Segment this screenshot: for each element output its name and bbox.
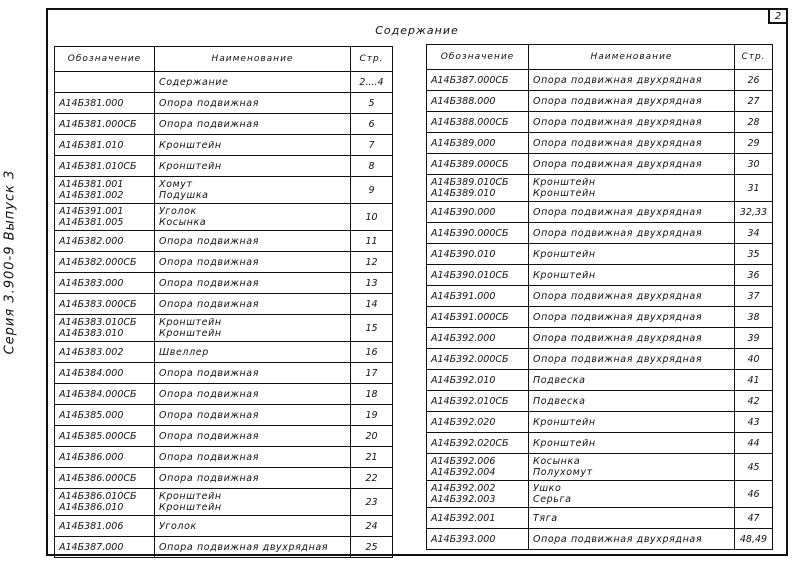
name-cell [155, 273, 351, 294]
table-row [427, 265, 773, 286]
table-row [55, 489, 393, 516]
page-cell: 30 [735, 154, 773, 175]
contents-right-body [427, 70, 773, 550]
designation-text: А14Б387.000СБ [431, 74, 509, 86]
name-cell [529, 175, 735, 202]
name-cell [155, 447, 351, 468]
designation-cell [427, 481, 529, 508]
table-row [55, 363, 393, 384]
designation-text: А14Б383.000 [59, 277, 124, 289]
designation-text: А14Б381.000СБ [59, 118, 137, 130]
name-text: Подушка [159, 190, 209, 201]
table-row [427, 328, 773, 349]
name-cell [529, 91, 735, 112]
page-cell: 37 [735, 286, 773, 307]
designation-text: А14Б381.006 [59, 520, 124, 532]
name-cell [155, 204, 351, 231]
designation-cell [55, 537, 155, 558]
name-text: Кронштейн [159, 317, 222, 328]
table-row [427, 454, 773, 481]
name-text: Кронштейн [533, 188, 596, 199]
page-cell: 18 [351, 384, 393, 405]
designation-cell [427, 91, 529, 112]
name-cell [155, 93, 351, 114]
name-cell [155, 72, 351, 93]
designation-cell [55, 363, 155, 384]
designation-cell [55, 231, 155, 252]
name-text: Косынка [533, 456, 581, 467]
name-cell [155, 405, 351, 426]
table-row [427, 481, 773, 508]
column-header-page: Стр. [735, 45, 773, 70]
page-cell: 31 [735, 175, 773, 202]
page-number: 2 [768, 10, 786, 24]
designation-text: А14Б389.000СБ [431, 158, 509, 170]
name-cell [155, 315, 351, 342]
designation-text: А14Б387.000 [59, 541, 124, 553]
designation-cell [55, 405, 155, 426]
designation-text: А14Б385.000СБ [59, 430, 137, 442]
name-cell [155, 231, 351, 252]
table-row [55, 177, 393, 204]
designation-text: А14Б393.000 [431, 533, 496, 545]
designation-text: А14Б386.000СБ [59, 472, 137, 484]
name-cell [529, 112, 735, 133]
designation-text: А14Б382.000 [59, 235, 124, 247]
table-row [55, 447, 393, 468]
designation-text: А14Б381.010 [59, 139, 124, 151]
designation-text: А14Б384.000 [59, 367, 124, 379]
name-text: Кронштейн [159, 502, 222, 513]
page-cell: 48,49 [735, 529, 773, 550]
page-cell: 34 [735, 223, 773, 244]
page-cell: 12 [351, 252, 393, 273]
page-cell: 42 [735, 391, 773, 412]
designation-text: А14Б391.000СБ [431, 311, 509, 323]
designation-text: А14Б392.001 [431, 512, 496, 524]
name-cell [529, 70, 735, 91]
series-label-text: Серия 3.900-9 Выпуск 3 [2, 169, 18, 355]
name-text: Полухомут [533, 467, 593, 478]
name-text: Опора подвижная двухрядная [533, 290, 703, 302]
table-row [427, 154, 773, 175]
name-cell [155, 177, 351, 204]
name-text: Косынка [159, 217, 207, 228]
designation-text: А14Б392.010СБ [431, 395, 509, 407]
designation-cell [55, 72, 155, 93]
name-cell [529, 244, 735, 265]
name-text: Кронштейн [159, 139, 222, 151]
table-row [427, 349, 773, 370]
page-cell: 41 [735, 370, 773, 391]
name-cell [529, 454, 735, 481]
designation-cell [427, 70, 529, 91]
designation-cell [427, 529, 529, 550]
designation-text: А14Б386.000 [59, 451, 124, 463]
name-text: Опора подвижная [159, 277, 260, 289]
designation-text: А14Б390.010 [431, 248, 496, 260]
column-header-name: Наименование [155, 47, 351, 72]
page-cell: 46 [735, 481, 773, 508]
designation-text: А14Б381.000 [59, 97, 124, 109]
table-row [427, 412, 773, 433]
name-cell [529, 202, 735, 223]
name-text: Опора подвижная двухрядная [533, 158, 703, 170]
designation-cell [427, 154, 529, 175]
table-row [55, 294, 393, 315]
name-text: Подвеска [533, 395, 586, 407]
page-cell: 15 [351, 315, 393, 342]
designation-text: А14Б390.000СБ [431, 227, 509, 239]
name-cell [155, 537, 351, 558]
name-text: Опора подвижная двухрядная [533, 533, 703, 545]
name-cell [155, 363, 351, 384]
page-cell: 19 [351, 405, 393, 426]
name-cell [529, 529, 735, 550]
designation-cell [55, 447, 155, 468]
contents-table-right [426, 44, 773, 550]
name-cell [529, 154, 735, 175]
designation-text: А14Б391.000 [431, 290, 496, 302]
designation-text: А14Б389.010 [431, 188, 496, 199]
name-text: Хомут [159, 179, 193, 190]
designation-text: А14Б392.002 [431, 483, 496, 494]
name-text: Опора подвижная [159, 97, 260, 109]
name-cell [529, 481, 735, 508]
designation-text: А14Б392.006 [431, 456, 496, 467]
designation-cell [55, 273, 155, 294]
name-cell [155, 156, 351, 177]
designation-cell [427, 202, 529, 223]
page-cell: 22 [351, 468, 393, 489]
table-row [427, 133, 773, 154]
name-cell [529, 412, 735, 433]
designation-text: А14Б383.002 [59, 346, 124, 358]
name-cell [155, 468, 351, 489]
name-text: Опора подвижная двухрядная [533, 95, 703, 107]
name-text: Опора подвижная двухрядная [533, 74, 703, 86]
page-cell: 10 [351, 204, 393, 231]
page-cell: 5 [351, 93, 393, 114]
designation-text: А14Б383.010СБ [59, 317, 137, 328]
column-header-page: Стр. [351, 47, 393, 72]
contents-table-left [54, 46, 393, 558]
page-cell: 16 [351, 342, 393, 363]
designation-text: А14Б388.000 [431, 95, 496, 107]
page-cell: 29 [735, 133, 773, 154]
table-row [55, 135, 393, 156]
designation-cell [427, 349, 529, 370]
name-cell [529, 328, 735, 349]
table-row [55, 114, 393, 135]
designation-text: А14Б389.010СБ [431, 177, 509, 188]
name-cell [529, 265, 735, 286]
table-row [427, 70, 773, 91]
table-row [55, 93, 393, 114]
table-row [55, 405, 393, 426]
designation-cell [55, 342, 155, 363]
name-text: Опора подвижная двухрядная [533, 227, 703, 239]
name-text: Кронштейн [533, 437, 596, 449]
designation-text: А14Б381.010СБ [59, 160, 137, 172]
page-cell: 24 [351, 516, 393, 537]
designation-cell [427, 370, 529, 391]
name-text: Тяга [533, 512, 558, 524]
name-text: Опора подвижная двухрядная [533, 311, 703, 323]
page-cell: 21 [351, 447, 393, 468]
designation-cell [427, 454, 529, 481]
name-text: Опора подвижная двухрядная [533, 353, 703, 365]
table-row [427, 244, 773, 265]
name-text: Опора подвижная двухрядная [533, 332, 703, 344]
designation-cell [55, 294, 155, 315]
page-cell: 35 [735, 244, 773, 265]
column-header-code: Обозначение [55, 47, 155, 72]
page-cell: 11 [351, 231, 393, 252]
page-cell: 47 [735, 508, 773, 529]
name-cell [155, 342, 351, 363]
designation-cell [427, 133, 529, 154]
table-row [427, 91, 773, 112]
contents-left-body [55, 72, 393, 558]
name-text: Кронштейн [159, 491, 222, 502]
designation-text: А14Б392.004 [431, 467, 496, 478]
designation-text: А14Б388.000СБ [431, 116, 509, 128]
table-row [55, 537, 393, 558]
name-text: Серьга [533, 494, 572, 505]
name-text: Ушко [533, 483, 562, 494]
name-text: Швеллер [159, 346, 209, 358]
page-cell: 32,33 [735, 202, 773, 223]
name-cell [529, 433, 735, 454]
name-text: Опора подвижная [159, 298, 260, 310]
table-row [55, 72, 393, 93]
designation-cell [55, 384, 155, 405]
page-cell: 27 [735, 91, 773, 112]
name-text: Опора подвижная двухрядная [533, 137, 703, 149]
table-row [55, 231, 393, 252]
name-text: Опора подвижная двухрядная [533, 206, 703, 218]
designation-cell [55, 489, 155, 516]
name-cell [155, 135, 351, 156]
designation-text: А14Б383.000СБ [59, 298, 137, 310]
table-row [427, 112, 773, 133]
page-cell: 36 [735, 265, 773, 286]
designation-text: А14Б390.000 [431, 206, 496, 218]
name-cell [155, 114, 351, 135]
designation-cell [55, 204, 155, 231]
page-cell: 2....4 [351, 72, 393, 93]
page-cell: 44 [735, 433, 773, 454]
name-text: Опора подвижная [159, 430, 260, 442]
designation-cell [427, 412, 529, 433]
page-cell: 20 [351, 426, 393, 447]
document-title: Содержание [375, 24, 459, 37]
name-cell [155, 384, 351, 405]
name-text: Кронштейн [533, 248, 596, 260]
name-text: Подвеска [533, 374, 586, 386]
name-cell [529, 370, 735, 391]
name-cell [155, 489, 351, 516]
designation-cell [427, 391, 529, 412]
designation-cell [427, 286, 529, 307]
table-row [55, 204, 393, 231]
name-cell [529, 307, 735, 328]
table-row [427, 529, 773, 550]
name-text: Опора подвижная [159, 409, 260, 421]
designation-cell [427, 175, 529, 202]
designation-text: А14Б384.000СБ [59, 388, 137, 400]
name-cell [529, 223, 735, 244]
name-text: Опора подвижная [159, 367, 260, 379]
name-text: Опора подвижная двухрядная [533, 116, 703, 128]
table-row [427, 508, 773, 529]
table-row [427, 286, 773, 307]
designation-cell [427, 244, 529, 265]
name-text: Кронштейн [159, 328, 222, 339]
name-cell [529, 391, 735, 412]
designation-cell [427, 508, 529, 529]
designation-cell [427, 223, 529, 244]
name-cell [529, 133, 735, 154]
page-cell: 17 [351, 363, 393, 384]
name-text: Опора подвижная [159, 451, 260, 463]
name-text: Уголок [159, 206, 197, 217]
table-row [55, 342, 393, 363]
table-row [427, 202, 773, 223]
designation-cell [55, 135, 155, 156]
designation-cell [55, 426, 155, 447]
table-row [427, 175, 773, 202]
designation-cell [427, 112, 529, 133]
designation-cell [427, 265, 529, 286]
column-header-code: Обозначение [427, 45, 529, 70]
page-cell: 14 [351, 294, 393, 315]
page-cell: 45 [735, 454, 773, 481]
page-cell: 6 [351, 114, 393, 135]
table-row [427, 433, 773, 454]
name-cell [529, 349, 735, 370]
designation-text: А14Б392.000СБ [431, 353, 509, 365]
page-cell: 25 [351, 537, 393, 558]
designation-cell [55, 93, 155, 114]
designation-cell [55, 468, 155, 489]
page-cell: 9 [351, 177, 393, 204]
designation-text: А14Б392.000 [431, 332, 496, 344]
table-row [427, 370, 773, 391]
page-cell: 8 [351, 156, 393, 177]
designation-text: А14Б390.010СБ [431, 269, 509, 281]
designation-text: А14Б385.000 [59, 409, 124, 421]
designation-cell [427, 307, 529, 328]
designation-text: А14Б391.001 [59, 206, 124, 217]
name-cell [155, 294, 351, 315]
name-cell [155, 426, 351, 447]
page-cell: 38 [735, 307, 773, 328]
table-row [55, 156, 393, 177]
page-cell: 13 [351, 273, 393, 294]
table-row [427, 223, 773, 244]
designation-text: А14Б392.003 [431, 494, 496, 505]
designation-cell [55, 177, 155, 204]
designation-cell [55, 315, 155, 342]
table-row [55, 273, 393, 294]
designation-cell [427, 328, 529, 349]
column-header-name: Наименование [529, 45, 735, 70]
designation-cell [55, 114, 155, 135]
page-cell: 43 [735, 412, 773, 433]
page-cell: 23 [351, 489, 393, 516]
designation-text: А14Б392.020СБ [431, 437, 509, 449]
name-text: Опора подвижная двухрядная [159, 541, 329, 553]
name-text: Кронштейн [533, 269, 596, 281]
name-text: Опора подвижная [159, 388, 260, 400]
page-cell: 26 [735, 70, 773, 91]
name-text: Содержание [159, 76, 229, 88]
designation-cell [55, 252, 155, 273]
name-text: Опора подвижная [159, 472, 260, 484]
page-cell: 28 [735, 112, 773, 133]
page-cell: 40 [735, 349, 773, 370]
page-cell: 39 [735, 328, 773, 349]
designation-text: А14Б386.010 [59, 502, 124, 513]
name-text: Кронштейн [159, 160, 222, 172]
designation-text: А14Б381.002 [59, 190, 124, 201]
name-text: Опора подвижная [159, 235, 260, 247]
name-text: Кронштейн [533, 416, 596, 428]
designation-text: А14Б392.010 [431, 374, 496, 386]
designation-text: А14Б389.000 [431, 137, 496, 149]
table-row [55, 252, 393, 273]
designation-text: А14Б383.010 [59, 328, 124, 339]
designation-text: А14Б381.001 [59, 179, 124, 190]
designation-text: А14Б381.005 [59, 217, 124, 228]
designation-cell [427, 433, 529, 454]
name-text: Кронштейн [533, 177, 596, 188]
page-cell: 7 [351, 135, 393, 156]
name-text: Опора подвижная [159, 118, 260, 130]
table-row [55, 315, 393, 342]
designation-text: А14Б382.000СБ [59, 256, 137, 268]
name-text: Опора подвижная [159, 256, 260, 268]
table-row [427, 307, 773, 328]
name-cell [155, 252, 351, 273]
table-row [55, 468, 393, 489]
table-row [55, 516, 393, 537]
table-row [427, 391, 773, 412]
designation-text: А14Б392.020 [431, 416, 496, 428]
name-cell [155, 516, 351, 537]
table-row [55, 384, 393, 405]
name-cell [529, 508, 735, 529]
designation-cell [55, 156, 155, 177]
designation-cell [55, 516, 155, 537]
name-text: Уголок [159, 520, 197, 532]
table-row [55, 426, 393, 447]
name-cell [529, 286, 735, 307]
designation-text: А14Б386.010СБ [59, 491, 137, 502]
